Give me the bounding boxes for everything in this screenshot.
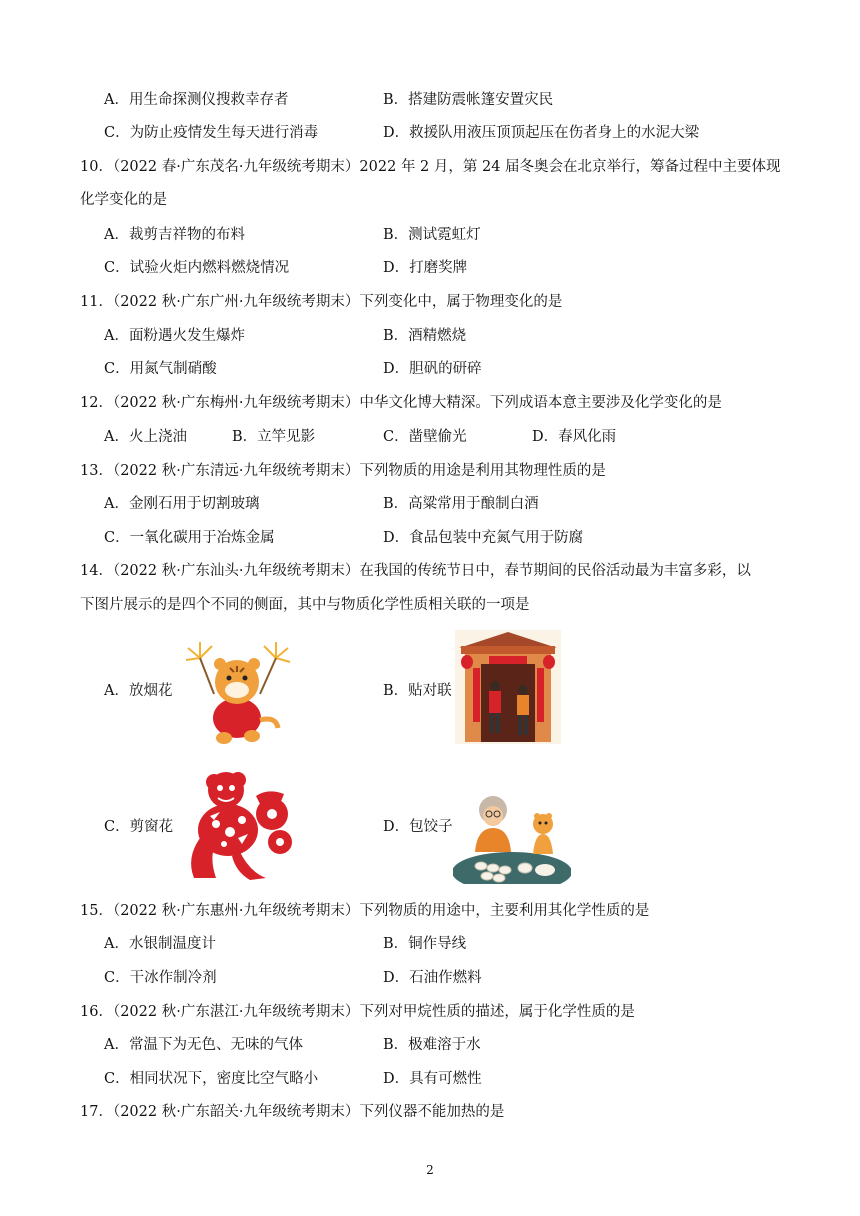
q10-option-d: D．打磨奖牌 bbox=[383, 260, 468, 276]
q13-option-c: C．一氧化碳用于冶炼金属 bbox=[104, 530, 275, 546]
q10-stem-line2: 化学变化的是 bbox=[80, 192, 167, 208]
q10-option-a: A．裁剪吉祥物的布料 bbox=[104, 227, 245, 243]
q17-stem: 17．（2022 秋·广东韶关·九年级统考期末）下列仪器不能加热的是 bbox=[80, 1104, 505, 1120]
q11-option-b: B．酒精燃烧 bbox=[383, 328, 467, 344]
q15-option-c: C．干冰作制冷剂 bbox=[104, 970, 217, 986]
q16-option-b: B．极难溶于水 bbox=[383, 1037, 481, 1053]
q10-option-c: C．试验火炬内燃料燃烧情况 bbox=[104, 260, 290, 276]
q13-option-a: A．金刚石用于切割玻璃 bbox=[104, 496, 260, 512]
q15-option-d: D．石油作燃料 bbox=[383, 970, 482, 986]
q12-option-d: D．春风化雨 bbox=[532, 429, 617, 445]
q13-option-d: D．食品包装中充氮气用于防腐 bbox=[383, 530, 584, 546]
q16-option-d: D．具有可燃性 bbox=[383, 1071, 482, 1087]
q10-stem-line1: 10．（2022 春·广东茂名·九年级统考期末）2022 年 2 月，第 24 届冬奥会在北京举行，筹备过程中主要体现 bbox=[80, 159, 781, 175]
q11-option-a: A．面粉遇火发生爆炸 bbox=[104, 328, 245, 344]
q15-option-a: A．水银制温度计 bbox=[104, 936, 216, 952]
q11-option-c: C．用氮气制硝酸 bbox=[104, 361, 217, 377]
q12-stem: 12．（2022 秋·广东梅州·九年级统考期末）中华文化博大精深。下列成语本意主要涉及化学变化的是 bbox=[80, 395, 722, 411]
q12-option-c: C．凿壁偷光 bbox=[383, 429, 467, 445]
q15-stem: 15．（2022 秋·广东惠州·九年级统考期末）下列物质的用途中，主要利用其化学性质的是 bbox=[80, 903, 650, 919]
q14-stem-line1: 14．（2022 秋·广东汕头·九年级统考期末）在我国的传统节日中，春节期间的民俗活动最为丰富多彩，以 bbox=[80, 563, 751, 579]
q16-stem: 16．（2022 秋·广东湛江·九年级统考期末）下列对甲烷性质的描述，属于化学性质的是 bbox=[80, 1004, 635, 1020]
q11-option-d: D．胆矾的研碎 bbox=[383, 361, 482, 377]
q14-option-b: B．贴对联 bbox=[383, 683, 452, 699]
q14-stem-line2: 下图片展示的是四个不同的侧面，其中与物质化学性质相关联的一项是 bbox=[80, 597, 530, 613]
q10-option-b: B．测试霓虹灯 bbox=[383, 227, 481, 243]
q11-stem: 11．（2022 秋·广东广州·九年级统考期末）下列变化中，属于物理变化的是 bbox=[80, 294, 563, 310]
couplets-door-image bbox=[455, 630, 561, 744]
q14-option-a: A．放烟花 bbox=[104, 683, 173, 699]
q13-option-b: B．高粱常用于酿制白酒 bbox=[383, 496, 539, 512]
q16-option-a: A．常温下为无色、无味的气体 bbox=[104, 1037, 303, 1053]
papercut-image bbox=[180, 768, 298, 884]
q16-option-c: C．相同状况下，密度比空气略小 bbox=[104, 1071, 319, 1087]
q14-option-c: C．剪窗花 bbox=[104, 819, 174, 835]
q12-option-a: A．火上浇油 bbox=[104, 429, 187, 445]
page-number: 2 bbox=[426, 1163, 434, 1177]
dumplings-image bbox=[453, 790, 571, 884]
q9-option-d: D．救援队用液压顶顶起压在伤者身上的水泥大梁 bbox=[383, 125, 700, 141]
q12-option-b: B．立竿见影 bbox=[232, 429, 316, 445]
q9-option-b: B．搭建防震帐篷安置灾民 bbox=[383, 92, 554, 108]
q9-option-c: C．为防止疫情发生每天进行消毒 bbox=[104, 125, 319, 141]
q14-option-d: D．包饺子 bbox=[383, 819, 453, 835]
q13-stem: 13．（2022 秋·广东清远·九年级统考期末）下列物质的用途是利用其物理性质的是 bbox=[80, 463, 606, 479]
q15-option-b: B．铜作导线 bbox=[383, 936, 467, 952]
tiger-fireworks-image bbox=[180, 636, 292, 748]
q9-option-a: A．用生命探测仪搜救幸存者 bbox=[104, 92, 289, 108]
